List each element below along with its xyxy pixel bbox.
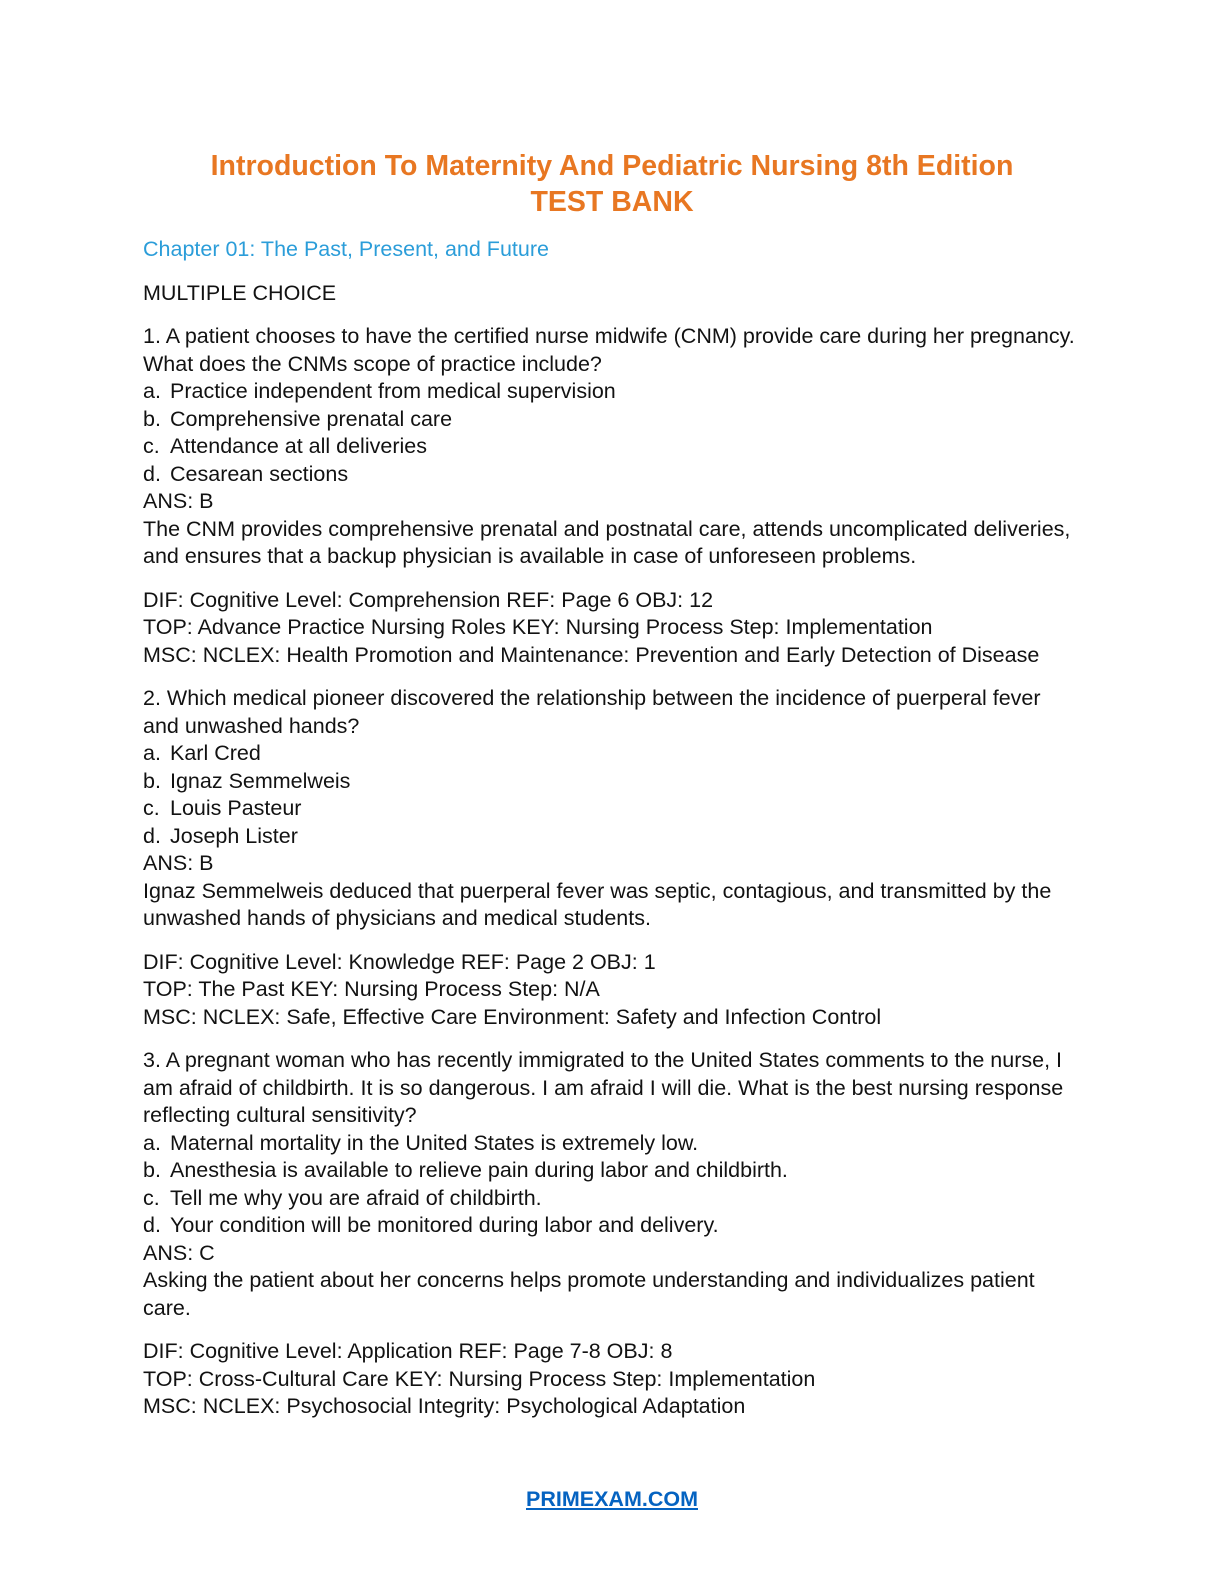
option-text: Your condition will be monitored during labor and delivery. — [170, 1213, 719, 1237]
question-meta-1 — [143, 587, 1081, 670]
option-row — [143, 1185, 1081, 1213]
meta-line-dif: DIF: Cognitive Level: Knowledge REF: Page 2 OBJ: 1 — [143, 949, 656, 974]
rationale-text: The CNM provides comprehensive prenatal and postnatal care, attends uncomplicated deliveries, and ensures that a backup physician is available in case of unforeseen problems. — [143, 516, 1071, 568]
question-meta-3 — [143, 1338, 1081, 1421]
option-letter: a. — [143, 1130, 161, 1155]
option-letter: c. — [143, 796, 160, 820]
document-title-line1: Introduction To Maternity And Pediatric Nursing 8th Edition — [210, 150, 1014, 182]
option-text: Attendance at all deliveries — [170, 434, 427, 458]
option-text: Louis Pasteur — [170, 796, 302, 820]
option-text: Anesthesia is available to relieve pain during labor and childbirth. — [170, 1158, 788, 1182]
footer-link[interactable]: PRIMEXAM.COM — [526, 1487, 698, 1511]
option-text: Ignaz Semmelweis — [170, 768, 351, 793]
meta-line-top: TOP: The Past KEY: Nursing Process Step: N/A — [143, 977, 600, 1001]
option-text: Tell me why you are afraid of childbirth. — [170, 1185, 542, 1210]
answer-line: ANS: B — [143, 489, 214, 513]
option-row — [143, 406, 1081, 434]
section-heading: MULTIPLE CHOICE — [143, 281, 337, 305]
answer-line: ANS: B — [143, 851, 214, 875]
question-stem: 1. A patient chooses to have the certified nurse midwife (CNM) provide care during her pregnancy. What does the CNMs scope of practice include? — [143, 324, 1075, 376]
meta-line-msc: MSC: NCLEX: Psychosocial Integrity: Psychological Adaptation — [143, 1394, 746, 1418]
option-letter: b. — [143, 1158, 161, 1182]
option-letter: d. — [143, 461, 161, 486]
chapter-heading: Chapter 01: The Past, Present, and Future — [143, 237, 549, 261]
document-title — [143, 148, 1081, 220]
option-letter: c. — [143, 434, 160, 458]
option-row — [143, 740, 1081, 768]
option-letter: b. — [143, 768, 161, 793]
question-block-3 — [143, 1047, 1081, 1322]
meta-line-dif: DIF: Cognitive Level: Application REF: Page 7-8 OBJ: 8 — [143, 1339, 673, 1363]
option-letter: d. — [143, 1213, 161, 1237]
option-text: Comprehensive prenatal care — [170, 406, 453, 431]
rationale-text: Asking the patient about her concerns helps promote understanding and individualizes patient care. — [143, 1268, 1035, 1320]
option-text: Practice independent from medical supervision — [170, 379, 616, 403]
option-row — [143, 768, 1081, 796]
question-stem: 2. Which medical pioneer discovered the relationship between the incidence of puerperal fever and unwashed hands? — [143, 686, 1041, 738]
meta-line-msc: MSC: NCLEX: Safe, Effective Care Environment: Safety and Infection Control — [143, 1004, 882, 1029]
option-text: Joseph Lister — [170, 823, 298, 848]
option-row — [143, 1157, 1081, 1185]
option-row — [143, 433, 1081, 461]
page-footer — [0, 1487, 1224, 1512]
document-title-line2: TEST BANK — [530, 186, 694, 218]
option-row — [143, 823, 1081, 851]
meta-line-top: TOP: Cross-Cultural Care KEY: Nursing Process Step: Implementation — [143, 1366, 816, 1391]
option-row — [143, 1212, 1081, 1240]
meta-line-dif: DIF: Cognitive Level: Comprehension REF: Page 6 OBJ: 12 — [143, 587, 714, 612]
option-letter: c. — [143, 1185, 160, 1210]
meta-line-top: TOP: Advance Practice Nursing Roles KEY: Nursing Process Step: Implementation — [143, 615, 933, 639]
question-block-1 — [143, 323, 1081, 571]
meta-line-msc: MSC: NCLEX: Health Promotion and Maintenance: Prevention and Early Detection of Disease — [143, 642, 1040, 667]
option-text: Maternal mortality in the United States is extremely low. — [170, 1130, 699, 1155]
option-letter: a. — [143, 741, 161, 765]
answer-line: ANS: C — [143, 1240, 215, 1265]
question-stem: 3. A pregnant woman who has recently immigrated to the United States comments to the nurse, I am afraid of childbirth. It is so dangerous. I am afraid I will die. What is the best nursing response reflecting cultural sensitivity? — [143, 1048, 1064, 1127]
option-letter: d. — [143, 823, 161, 848]
option-letter: a. — [143, 379, 161, 403]
option-text: Karl Cred — [170, 741, 261, 765]
question-block-2 — [143, 685, 1081, 933]
option-row — [143, 1130, 1081, 1158]
option-letter: b. — [143, 406, 161, 431]
option-text: Cesarean sections — [170, 461, 349, 486]
option-row — [143, 795, 1081, 823]
option-row — [143, 461, 1081, 489]
rationale-text: Ignaz Semmelweis deduced that puerperal fever was septic, contagious, and transmitted by the unwashed hands of physicians and medical students. — [143, 878, 1052, 930]
question-meta-2 — [143, 949, 1081, 1032]
option-row — [143, 378, 1081, 406]
